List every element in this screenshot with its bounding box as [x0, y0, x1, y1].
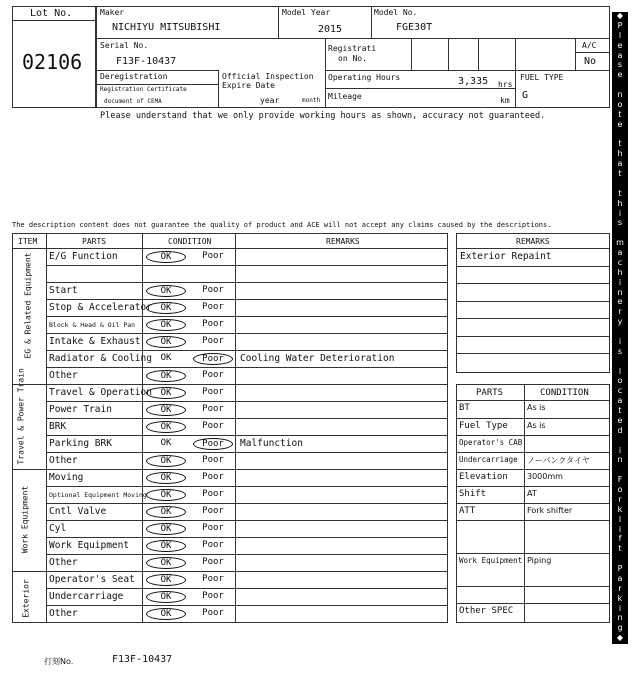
poor-option[interactable]: Poor — [202, 489, 224, 499]
sidebar-char: t — [618, 544, 622, 554]
right-part-label: Operator's CAB — [459, 438, 523, 447]
ok-option[interactable]: OK — [146, 523, 186, 535]
poor-option[interactable]: Poor — [202, 370, 224, 380]
part-label: Block & Head & Oil Pan — [49, 321, 136, 329]
ok-option[interactable]: OK — [146, 319, 186, 331]
ok-option[interactable]: OK — [146, 455, 186, 467]
sidebar-char: n — [617, 90, 623, 99]
ok-option[interactable]: OK — [146, 302, 186, 314]
right-part-label: Undercarriage — [459, 455, 518, 464]
part-label: Power Train — [49, 404, 112, 415]
sidebar-char: e — [617, 40, 623, 50]
part-label: Radiator & Cooling — [49, 353, 152, 364]
footer-label: 打刻No. — [44, 657, 74, 666]
sidebar-char: n — [617, 613, 623, 623]
sidebar-char: c — [617, 386, 623, 396]
ok-option[interactable]: OK — [146, 285, 186, 297]
group-label-work: Work Equipment — [20, 485, 30, 554]
sidebar-char: s — [617, 60, 623, 70]
poor-option[interactable]: Poor — [202, 591, 224, 601]
ok-option[interactable]: OK — [160, 438, 172, 448]
ok-option[interactable]: OK — [146, 540, 186, 552]
right-condition-value: Piping — [527, 556, 552, 565]
sidebar-char: r — [618, 583, 622, 593]
right-part-label: Work Equipment — [459, 556, 523, 565]
sidebar-char: g — [617, 623, 623, 633]
sidebar-char: a — [617, 396, 623, 406]
remark-text: Cooling Water Deterioration — [240, 353, 395, 364]
header-item: ITEM — [18, 237, 38, 246]
location-sidebar — [612, 12, 628, 644]
ok-option[interactable]: OK — [146, 387, 186, 399]
part-label: Cyl — [49, 523, 67, 534]
model-year-value: 2015 — [318, 24, 343, 35]
ok-option[interactable]: OK — [146, 370, 186, 382]
right-condition-value: Fork shifter — [527, 506, 573, 515]
ok-option[interactable]: OK — [146, 591, 186, 603]
part-label: Other — [49, 557, 78, 568]
footer-value: F13F-10437 — [112, 654, 173, 665]
right-part-label: BT — [459, 403, 470, 413]
sidebar-char: i — [618, 277, 622, 287]
sidebar-char: f — [618, 534, 622, 544]
sidebar-char: l — [618, 366, 622, 376]
part-label: Work Equipment — [49, 540, 130, 551]
poor-option[interactable]: Poor — [202, 608, 224, 618]
poor-option[interactable]: Poor — [202, 302, 224, 312]
mileage-label: Mileage — [328, 92, 362, 101]
sidebar-char: o — [617, 99, 623, 109]
lot-label: Lot No. — [30, 8, 73, 19]
right-condition-value: AT — [527, 489, 537, 498]
part-label: BRK — [49, 421, 67, 432]
cema-label: document of CEMA — [104, 98, 162, 105]
sidebar-char: i — [618, 336, 622, 346]
part-label: Undercarriage — [49, 591, 124, 602]
part-label: Parking BRK — [49, 438, 112, 449]
part-label: Optional Equipment Moving — [49, 491, 147, 499]
right-remarks-header: REMARKS — [516, 237, 550, 246]
model-no-value: FGE30T — [396, 22, 433, 33]
sidebar-char: e — [617, 70, 623, 80]
header-remarks: REMARKS — [326, 237, 360, 246]
part-label: Other — [49, 608, 78, 619]
sidebar-char: o — [617, 485, 623, 494]
sidebar-char: m — [616, 238, 624, 248]
sidebar-char: k — [617, 504, 623, 514]
registration-label: Registrati — [328, 44, 377, 53]
poor-option[interactable]: Poor — [202, 506, 224, 516]
sidebar-char: i — [618, 445, 622, 455]
ok-option[interactable]: OK — [146, 574, 186, 586]
ok-option[interactable]: OK — [146, 404, 186, 416]
hours-value: 3,335 — [458, 76, 489, 87]
sidebar-char: e — [617, 415, 623, 425]
ok-option[interactable]: OK — [146, 472, 186, 484]
year-unit: year — [260, 96, 280, 105]
sidebar-char: ◆ — [616, 11, 624, 20]
right-part-label: Shift — [459, 489, 487, 499]
poor-option[interactable]: Poor — [193, 438, 233, 450]
poor-option[interactable]: Poor — [202, 319, 224, 329]
registration-label-2: on No. — [338, 54, 367, 63]
poor-option[interactable]: Poor — [202, 251, 224, 261]
model-no-label: Model No. — [374, 8, 418, 17]
disclaimer: The description content does not guarantee the quality of product and ACE will not accept any claims caused by the descriptions. — [12, 221, 552, 229]
maker-label: Maker — [100, 8, 125, 17]
right-condition-value: As is — [527, 421, 546, 430]
sidebar-char: y — [617, 317, 623, 327]
sidebar-char: h — [617, 198, 623, 208]
part-label: Start — [49, 285, 78, 296]
ok-option[interactable]: OK — [160, 353, 172, 363]
ok-option[interactable]: OK — [146, 421, 186, 433]
right-part-label: ATT — [459, 506, 476, 516]
sidebar-char: ◆ — [616, 633, 624, 643]
part-label: E/G Function — [49, 251, 118, 262]
serial-value: F13F-10437 — [116, 56, 177, 67]
part-label: Moving — [49, 472, 84, 483]
sidebar-char: l — [618, 30, 622, 40]
poor-option[interactable]: Poor — [202, 285, 224, 295]
sidebar-char: r — [618, 307, 622, 317]
sidebar-char: e — [617, 297, 623, 307]
poor-option[interactable]: Poor — [202, 574, 224, 584]
ac-label: A/C — [582, 41, 597, 50]
sidebar-char: c — [617, 257, 623, 267]
right-part-label: Other SPEC — [459, 606, 514, 616]
part-label: Other — [49, 370, 78, 381]
poor-option[interactable]: Poor — [202, 557, 224, 567]
right-condition-value: 3000mm — [527, 472, 563, 481]
sidebar-char: h — [617, 267, 623, 277]
sidebar-char: a — [617, 159, 623, 169]
sidebar-char: t — [618, 139, 622, 149]
right-condition-value: ノーパンクタイヤ — [527, 456, 590, 465]
part-label: Intake & Exhaust — [49, 336, 141, 347]
month-unit: month — [302, 97, 321, 104]
part-label: Other — [49, 455, 78, 466]
sidebar-char: h — [617, 149, 623, 159]
right-parts-header: PARTS — [476, 388, 504, 398]
part-label: Stop & Accelerator — [49, 302, 152, 313]
sidebar-char: s — [617, 218, 623, 228]
sidebar-char: n — [617, 287, 623, 297]
sidebar-char: e — [617, 119, 623, 129]
header-parts: PARTS — [82, 237, 107, 246]
header-condition: CONDITION — [168, 237, 212, 246]
lot-number: 02106 — [22, 50, 83, 74]
sidebar-char: t — [618, 406, 622, 415]
inspection-label-2: Expire Date — [222, 81, 275, 90]
right-condition-value: As is — [527, 403, 546, 412]
group-label-exterior: Exterior — [21, 579, 31, 618]
poor-option[interactable]: Poor — [202, 421, 224, 431]
sidebar-char: i — [618, 524, 622, 534]
km-unit: km — [500, 96, 510, 105]
sidebar-char: P — [617, 564, 623, 573]
sidebar-char: s — [617, 346, 623, 356]
poor-option[interactable]: Poor — [202, 455, 224, 465]
poor-option[interactable]: Poor — [202, 336, 224, 346]
inspection-label: Official Inspection — [222, 72, 314, 81]
hours-label: Operating Hours — [328, 73, 401, 82]
part-label: Operator's Seat — [49, 574, 135, 585]
sidebar-char: i — [618, 208, 622, 218]
reg-cert-label: Registration Certificate — [100, 86, 187, 93]
sidebar-char: o — [617, 376, 623, 386]
poor-option[interactable]: Poor — [202, 387, 224, 397]
poor-option[interactable]: Poor — [202, 472, 224, 482]
sidebar-char: l — [618, 514, 622, 524]
hours-note: Please understand that we only provide working hours as shown, accuracy not guaranteed. — [100, 111, 546, 121]
ok-option[interactable]: OK — [146, 557, 186, 569]
poor-option[interactable]: Poor — [202, 523, 224, 533]
right-part-label: Elevation — [459, 472, 508, 482]
sidebar-char: r — [618, 494, 622, 504]
sidebar-char: t — [618, 169, 622, 178]
sidebar-char: n — [617, 455, 623, 465]
sidebar-char: d — [617, 425, 623, 435]
part-label: Cntl Valve — [49, 506, 107, 517]
maker-value: NICHIYU MITSUBISHI — [112, 22, 221, 33]
remark-text: Malfunction — [240, 438, 303, 449]
dereg-label: Deregistration — [100, 72, 168, 81]
sidebar-char: k — [617, 593, 623, 603]
model-year-label: Model Year — [282, 8, 331, 17]
ok-option[interactable]: OK — [146, 506, 186, 518]
part-label: Travel & Operation — [49, 387, 152, 398]
right-part-label: Fuel Type — [459, 421, 508, 431]
sidebar-char: P — [617, 20, 623, 30]
poor-option[interactable]: Poor — [202, 540, 224, 550]
sidebar-char: F — [617, 475, 623, 485]
ok-option[interactable]: OK — [146, 489, 186, 501]
sidebar-char: a — [617, 573, 623, 583]
group-label-eg: EG & Related Equipment — [23, 252, 33, 359]
ac-value: No — [584, 56, 597, 67]
right-remark-line: Exterior Repaint — [460, 251, 552, 262]
sidebar-char: a — [617, 50, 623, 60]
ok-option[interactable]: OK — [146, 336, 186, 348]
group-label-travel: Travel & Power Train — [16, 368, 26, 465]
ok-option[interactable]: OK — [146, 608, 186, 620]
hours-unit: hrs — [498, 80, 513, 89]
ok-option[interactable]: OK — [146, 251, 186, 263]
fuel-type-value: G — [522, 90, 529, 101]
sidebar-char: t — [618, 188, 622, 198]
sidebar-char: i — [618, 603, 622, 613]
poor-option[interactable]: Poor — [202, 404, 224, 414]
poor-option[interactable]: Poor — [193, 353, 233, 365]
sidebar-char: t — [618, 109, 622, 119]
serial-label: Serial No. — [100, 41, 149, 50]
sidebar-char: a — [617, 248, 623, 257]
right-condition-header: CONDITION — [540, 388, 589, 398]
fuel-type-label: FUEL TYPE — [520, 73, 564, 82]
